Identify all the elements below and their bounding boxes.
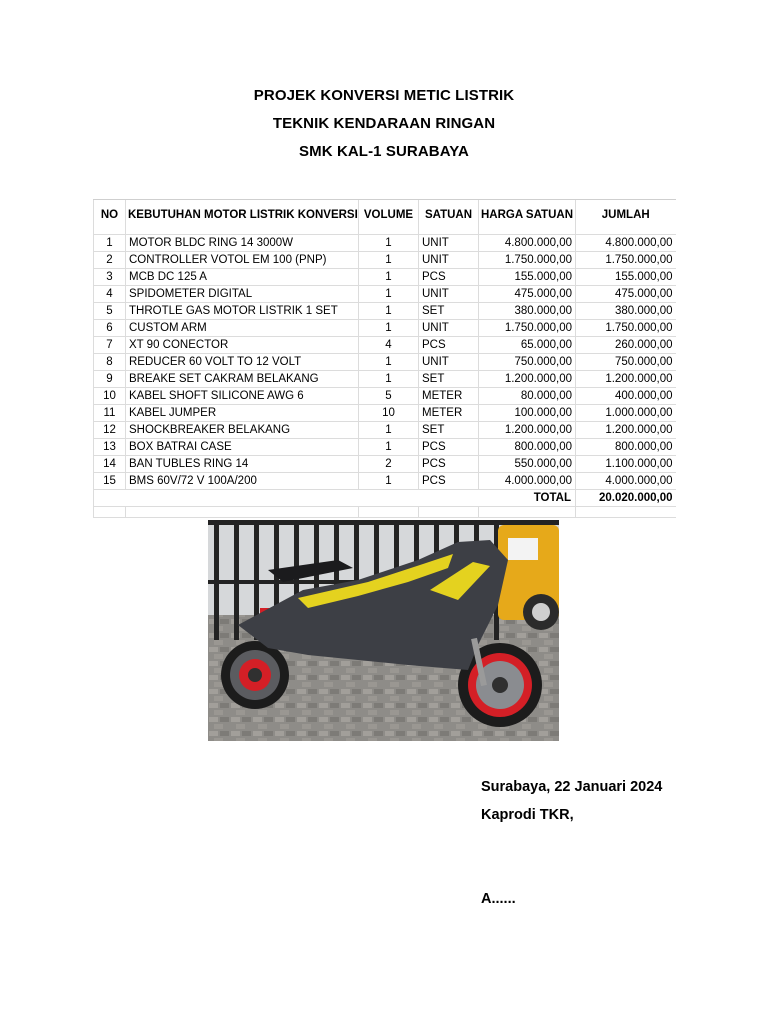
school-title: SMK KAL-1 SURABAYA [299, 143, 469, 160]
cell-no: 7 [94, 337, 126, 354]
table-row [94, 371, 676, 388]
cell-jumlah: 475.000,00 [576, 286, 676, 303]
cell-no: 2 [94, 252, 126, 269]
cell-jumlah: 750.000,00 [576, 354, 676, 371]
cell-jumlah: 1.750.000,00 [576, 252, 676, 269]
cell-no: 14 [94, 456, 126, 473]
cell-satuan: UNIT [419, 286, 479, 303]
cell-volume: 2 [359, 456, 419, 473]
cell-satuan: PCS [419, 456, 479, 473]
table-row [94, 252, 676, 269]
table-row [94, 439, 676, 456]
cell-satuan: UNIT [419, 320, 479, 337]
cell-volume: 1 [359, 303, 419, 320]
cell-item: SPIDOMETER DIGITAL [126, 286, 359, 303]
cell-satuan: UNIT [419, 235, 479, 252]
cell-no: 11 [94, 405, 126, 422]
cell-harga: 1.750.000,00 [479, 252, 576, 269]
cell-harga: 155.000,00 [479, 269, 576, 286]
cell-jumlah: 1.200.000,00 [576, 422, 676, 439]
table-row [94, 405, 676, 422]
table-row [94, 303, 676, 320]
signature-role: Kaprodi TKR, [481, 807, 574, 823]
budget-table [93, 199, 675, 518]
cell-item: REDUCER 60 VOLT TO 12 VOLT [126, 354, 359, 371]
cell-jumlah: 155.000,00 [576, 269, 676, 286]
cell-item: MOTOR BLDC RING 14 3000W [126, 235, 359, 252]
cell-jumlah: 380.000,00 [576, 303, 676, 320]
cell-jumlah: 4.000.000,00 [576, 473, 676, 490]
cell-no: 4 [94, 286, 126, 303]
cell-volume: 1 [359, 354, 419, 371]
column-header-satuan: SATUAN [419, 200, 479, 231]
cell-item: BMS 60V/72 V 100A/200 [126, 473, 359, 490]
cell-volume: 1 [359, 422, 419, 439]
cell-item: BREAKE SET CAKRAM BELAKANG [126, 371, 359, 388]
cell-jumlah: 4.800.000,00 [576, 235, 676, 252]
cell-satuan: SET [419, 303, 479, 320]
cell-jumlah: 1.000.000,00 [576, 405, 676, 422]
signature-name: A...... [481, 891, 516, 907]
cell-volume: 1 [359, 320, 419, 337]
cell-volume: 1 [359, 439, 419, 456]
cell-satuan: METER [419, 388, 479, 405]
cell-satuan: PCS [419, 439, 479, 456]
table-footer-spacer [94, 507, 676, 518]
column-header-volume: VOLUME [359, 200, 419, 231]
cell-item: BAN TUBLES RING 14 [126, 456, 359, 473]
cell-satuan: UNIT [419, 252, 479, 269]
table-row [94, 320, 676, 337]
cell-satuan: METER [419, 405, 479, 422]
department-title: TEKNIK KENDARAAN RINGAN [272, 115, 496, 132]
cell-harga: 100.000,00 [479, 405, 576, 422]
cell-jumlah: 800.000,00 [576, 439, 676, 456]
cell-no: 9 [94, 371, 126, 388]
cell-no: 5 [94, 303, 126, 320]
cell-item: KABEL SHOFT SILICONE AWG 6 [126, 388, 359, 405]
cell-harga: 80.000,00 [479, 388, 576, 405]
cell-jumlah: 400.000,00 [576, 388, 676, 405]
column-header-harga: HARGA SATUAN [479, 200, 576, 231]
cell-satuan: SET [419, 371, 479, 388]
cell-harga: 4.000.000,00 [479, 473, 576, 490]
cell-no: 10 [94, 388, 126, 405]
cell-item: THROTLE GAS MOTOR LISTRIK 1 SET [126, 303, 359, 320]
cell-no: 6 [94, 320, 126, 337]
cell-no: 1 [94, 235, 126, 252]
cell-jumlah: 1.750.000,00 [576, 320, 676, 337]
cell-harga: 4.800.000,00 [479, 235, 576, 252]
cell-volume: 10 [359, 405, 419, 422]
cell-no: 13 [94, 439, 126, 456]
table-row [94, 456, 676, 473]
cell-item: SHOCKBREAKER BELAKANG [126, 422, 359, 439]
cell-volume: 1 [359, 473, 419, 490]
document-title: PROJEK KONVERSI METIC LISTRIK [253, 87, 515, 104]
cell-item: CONTROLLER VOTOL EM 100 (PNP) [126, 252, 359, 269]
cell-volume: 5 [359, 388, 419, 405]
table-row [94, 354, 676, 371]
table-row [94, 473, 676, 490]
cell-jumlah: 260.000,00 [576, 337, 676, 354]
total-value: 20.020.000,00 [576, 490, 676, 507]
cell-no: 12 [94, 422, 126, 439]
cell-jumlah: 1.100.000,00 [576, 456, 676, 473]
column-header-no: NO [94, 200, 126, 231]
electric-scooter-photo [208, 520, 559, 741]
cell-no: 8 [94, 354, 126, 371]
cell-harga: 475.000,00 [479, 286, 576, 303]
signature-place-date: Surabaya, 22 Januari 2024 [481, 779, 663, 795]
cell-volume: 1 [359, 252, 419, 269]
table-row [94, 337, 676, 354]
table-row [94, 235, 676, 252]
cell-satuan: PCS [419, 337, 479, 354]
cell-volume: 1 [359, 235, 419, 252]
column-header-item: KEBUTUHAN MOTOR LISTRIK KONVERSI [126, 200, 359, 231]
cell-harga: 750.000,00 [479, 354, 576, 371]
table-header-row [94, 200, 676, 231]
table-row [94, 269, 676, 286]
cell-satuan: PCS [419, 269, 479, 286]
cell-satuan: PCS [419, 473, 479, 490]
total-row [94, 490, 676, 507]
cell-volume: 1 [359, 269, 419, 286]
cell-harga: 550.000,00 [479, 456, 576, 473]
cell-volume: 4 [359, 337, 419, 354]
table-row [94, 286, 676, 303]
cell-volume: 1 [359, 371, 419, 388]
cell-harga: 1.200.000,00 [479, 422, 576, 439]
total-label: TOTAL [94, 490, 576, 507]
table-row [94, 422, 676, 439]
cell-harga: 1.200.000,00 [479, 371, 576, 388]
cell-harga: 1.750.000,00 [479, 320, 576, 337]
cell-item: CUSTOM ARM [126, 320, 359, 337]
cell-item: BOX BATRAI CASE [126, 439, 359, 456]
cell-item: MCB DC 125 A [126, 269, 359, 286]
table-row [94, 388, 676, 405]
cell-no: 15 [94, 473, 126, 490]
cell-harga: 65.000,00 [479, 337, 576, 354]
cell-item: XT 90 CONECTOR [126, 337, 359, 354]
cell-satuan: UNIT [419, 354, 479, 371]
column-header-jumlah: JUMLAH [576, 200, 676, 231]
cell-no: 3 [94, 269, 126, 286]
cell-item: KABEL JUMPER [126, 405, 359, 422]
cell-jumlah: 1.200.000,00 [576, 371, 676, 388]
cell-satuan: SET [419, 422, 479, 439]
cell-harga: 800.000,00 [479, 439, 576, 456]
cell-volume: 1 [359, 286, 419, 303]
cell-harga: 380.000,00 [479, 303, 576, 320]
